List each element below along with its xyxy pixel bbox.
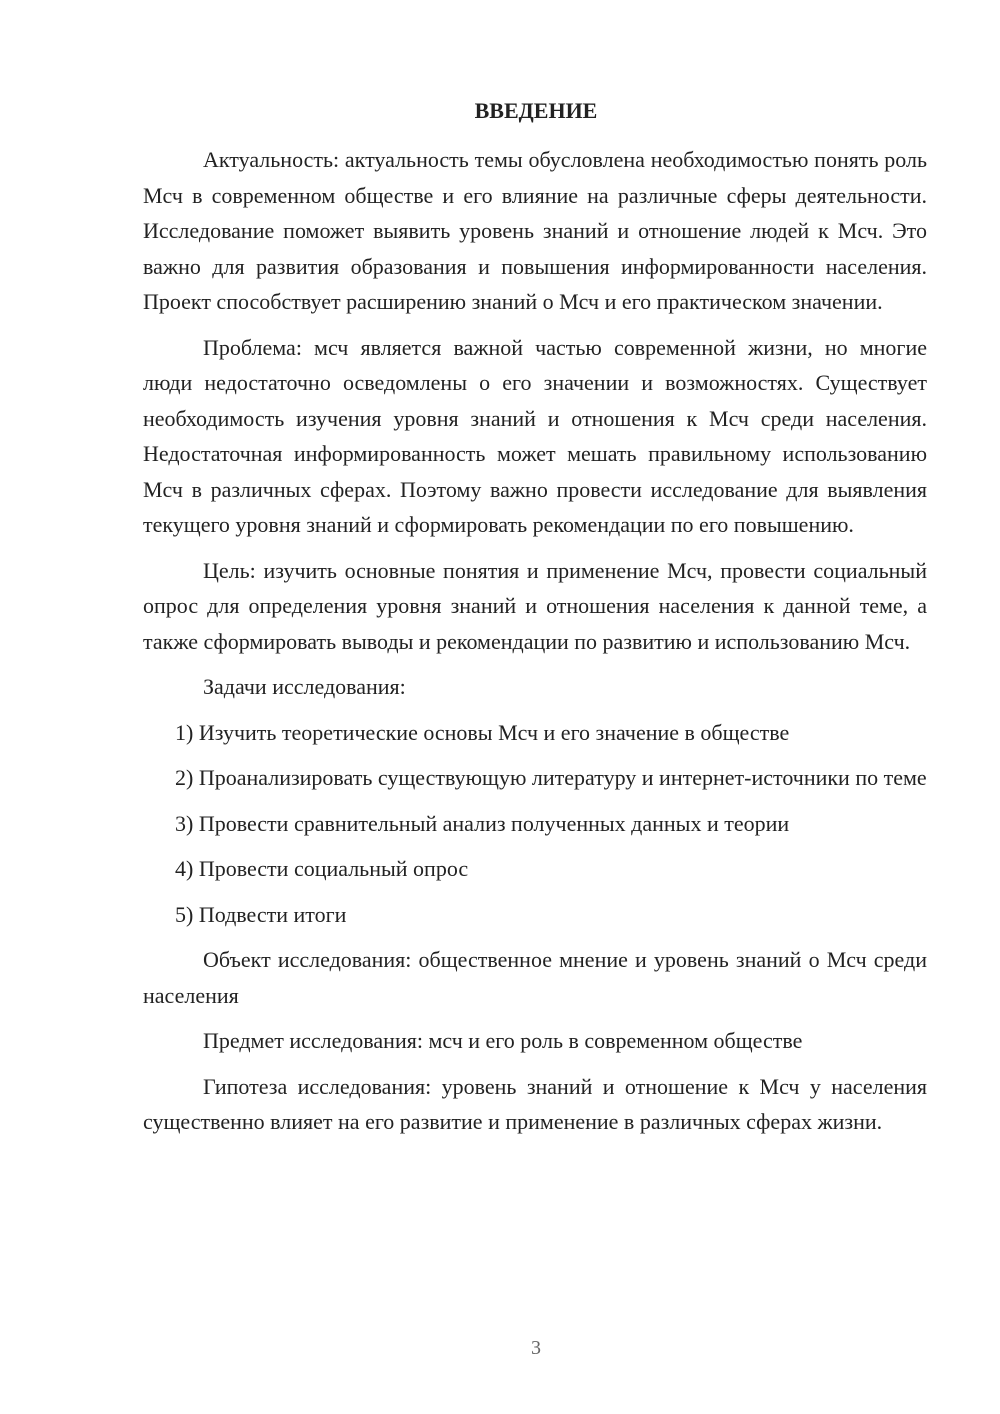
task-item-1: 1) Изучить теоретические основы Мсч и его значение в обществе <box>175 719 790 745</box>
task-item-3: 3) Провести сравнительный анализ полученных данных и теории <box>175 810 790 836</box>
task-item-5: 5) Подвести итоги <box>175 901 347 927</box>
subject-paragraph: Предмет исследования: мсч и его роль в современном обществе <box>203 1028 803 1053</box>
page-title: ВВЕДЕНИЕ <box>474 98 598 123</box>
task-item-2: 2) Проанализировать существующую литературу и интернет-источники по теме <box>175 765 927 790</box>
hypothesis-paragraph: Гипотеза исследования: уровень знаний и отношение к Мсч у населения существенно влияет на его развитие и применение в различных сферах жизни. <box>143 1073 927 1134</box>
relevance-paragraph: Актуальность: актуальность темы обусловлена необходимостью понять роль Мсч в современном обществе и его влияние на различные сферы деятельности. Исследование поможет выявить уровень знаний и отношение людей к Мсч. Это важно для развития образования и повышения информированности населения. Проект способствует расширению знаний о Мсч и его практическом значении. <box>143 147 927 314</box>
problem-paragraph: Проблема: мсч является важной частью современной жизни, но многие люди недостаточно осведомлены о его значении и возможностях. Существует необходимость изучения уровня знаний и отношения к Мсч среди населения. Недостаточная информированность может мешать правильному использованию Мсч в различных сферах. Поэтому важно провести исследование для выявления текущего уровня знаний и сформировать рекомендации по его повышению. <box>143 334 927 537</box>
document-body <box>143 142 927 1150</box>
tasks-heading: Задачи исследования: <box>203 674 406 699</box>
goal-paragraph: Цель: изучить основные понятия и применение Мсч, провести социальный опрос для определения уровня знаний и отношения населения к данной теме, а также сформировать выводы и рекомендации по развитию и использованию Мсч. <box>143 557 927 654</box>
page-number: 3 <box>531 1337 541 1359</box>
object-paragraph: Объект исследования: общественное мнение и уровень знаний о Мсч среди населения <box>143 947 927 1008</box>
task-item-4: 4) Провести социальный опрос <box>175 856 469 881</box>
